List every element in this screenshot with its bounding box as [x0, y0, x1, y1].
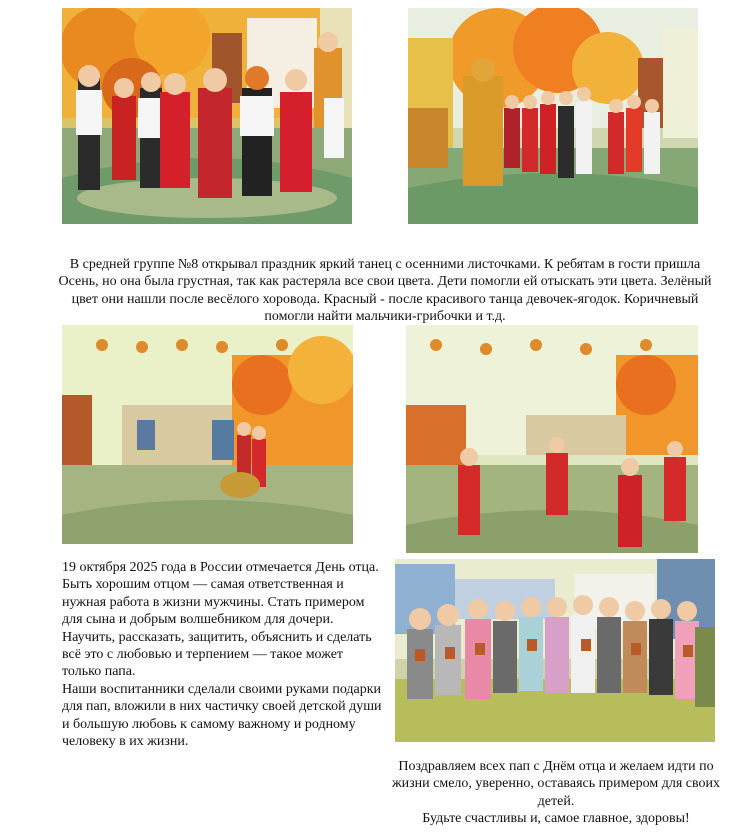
photo-group-with-gifts [395, 559, 715, 742]
photo-music-hall-dance [62, 325, 353, 544]
photo-autumn-round-dance [408, 8, 698, 224]
photo-children-costumes [62, 8, 352, 224]
congratulations-wish: Поздравляем всех пап с Днём отца и желаем идти по жизни смело, уверенно, оставаясь примером для своих детей. [391, 759, 721, 809]
congratulations-text [388, 758, 724, 828]
fathers-day-date: 19 октября 2025 года в России отмечается День отца. [62, 560, 379, 575]
fathers-day-text [62, 559, 384, 750]
congratulations-closing: Будьте счастливы и, самое главное, здоровы! [422, 811, 690, 827]
event-description: В средней группе №8 открывал праздник яркий танец с осенними листочками. К ребятам в гости пришла Осень, но она была грустная, так как растеряла все свои цвета. Дети помогли ей отыскать эти цвета. Зелёный цвет они нашли после весёлого хоровода. Красный - после красивого танца девочек-ягодок. Коричневый помогли найти мальчики-грибочки и т.д. [58, 257, 712, 325]
fathers-day-body: Быть хорошим отцом — самая ответственная и нужная работа в жизни мужчины. Стать примером для сына и добрым волшебником для дочери. Научить, рассказать, защитить, объяснить и сделать всё это с любовью и терпением — такое может только папа. [62, 577, 372, 680]
fathers-day-gifts: Наши воспитанники сделали своими руками подарки для пап, вложили в них частичку своей детской души и большую любовь к самому важному и родному человеку в их жизни. [62, 681, 382, 750]
photo-berry-girls-dance [406, 325, 698, 553]
